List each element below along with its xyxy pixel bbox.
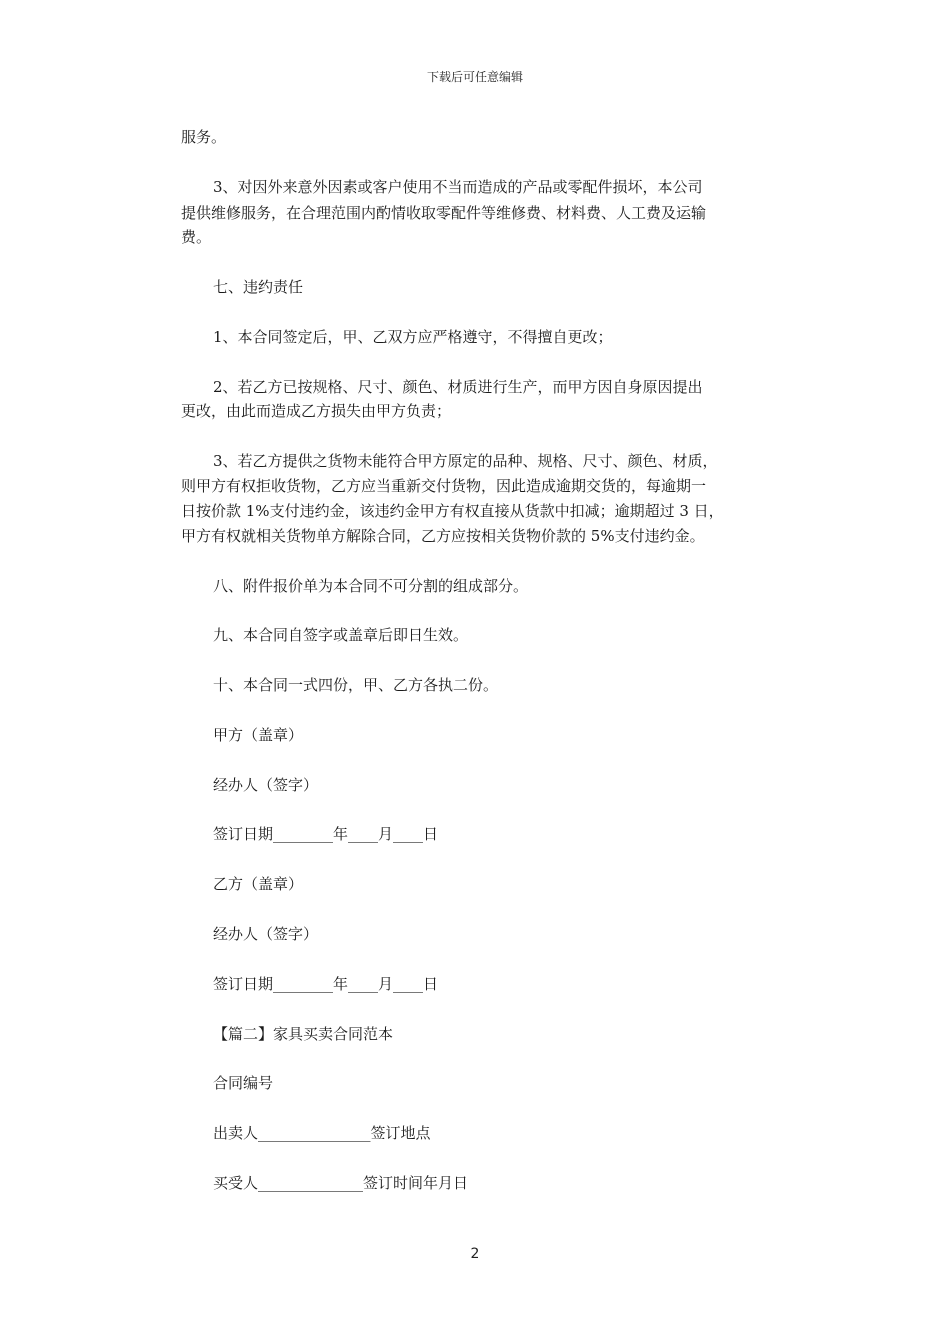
party-b-sign-date: 签订日期________年____月____日 xyxy=(213,975,439,993)
paragraph-line: 九、本合同自签字或盖章后即日生效。 xyxy=(213,626,469,644)
buyer-line: 买受人______________签订时间年月日 xyxy=(213,1174,469,1192)
contract-number-label: 合同编号 xyxy=(213,1074,274,1092)
page-header: 下载后可任意编辑 xyxy=(426,70,523,84)
section-title: 【篇二】家具买卖合同范本 xyxy=(213,1025,394,1043)
paragraph-line: 更改，由此而造成乙方损失由甲方负责； xyxy=(181,402,452,420)
party-b-agent-label: 经办人（签字） xyxy=(213,925,319,943)
party-a-sign-date: 签订日期________年____月____日 xyxy=(213,825,439,843)
paragraph-line: 甲方有权就相关货物单方解除合同，乙方应按相关货物价款的 5%支付违约金。 xyxy=(181,527,705,545)
seller-line: 出卖人_______________签订地点 xyxy=(213,1124,431,1142)
paragraph-line: 日按价款 1%支付违约金，该违约金甲方有权直接从货款中扣减；逾期超过 3 日， xyxy=(181,502,724,520)
paragraph-line: 服务。 xyxy=(181,128,227,146)
paragraph-line: 2、若乙方已按规格、尺寸、颜色、材质进行生产，而甲方因自身原因提出 xyxy=(213,378,703,396)
paragraph-line: 1、本合同签定后，甲、乙双方应严格遵守，不得擅自更改； xyxy=(213,328,613,346)
paragraph-line: 3、对因外来意外因素或客户使用不当而造成的产品或零配件损坏，本公司 xyxy=(213,178,703,196)
paragraph-line: 则甲方有权拒收货物，乙方应当重新交付货物，因此造成逾期交货的，每逾期一 xyxy=(181,477,707,495)
paragraph-line: 十、本合同一式四份，甲、乙方各执二份。 xyxy=(213,676,499,694)
party-a-agent-label: 经办人（签字） xyxy=(213,776,319,794)
paragraph-line: 费。 xyxy=(181,228,212,246)
paragraph-line: 八、附件报价单为本合同不可分割的组成部分。 xyxy=(213,577,529,595)
paragraph-line: 提供维修服务，在合理范围内酌情收取零配件等维修费、材料费、人工费及运输 xyxy=(181,204,707,222)
party-b-seal-label: 乙方（盖章） xyxy=(213,875,304,893)
paragraph-line: 3、若乙方提供之货物未能符合甲方原定的品种、规格、尺寸、颜色、材质， xyxy=(213,452,718,470)
section-heading: 七、违约责任 xyxy=(213,278,304,296)
page-number: 2 xyxy=(470,1246,480,1262)
party-a-seal-label: 甲方（盖章） xyxy=(213,726,304,744)
